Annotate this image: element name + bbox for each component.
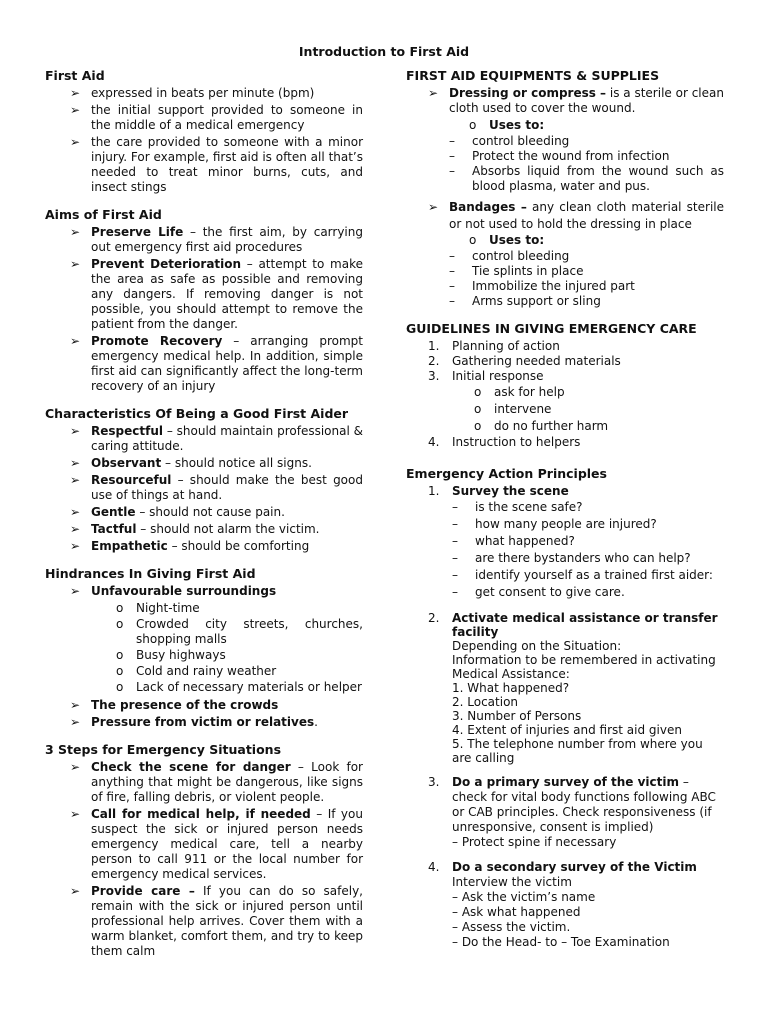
circle-bullet-icon: o [469, 233, 477, 247]
item-text: – arranging prompt emergency medical help. In addition, simple first aid can significantly affect the long-term recovery of an injury [91, 334, 363, 393]
arrow-bullet-icon: ➢ [70, 522, 81, 536]
dash-bullet-icon: – [449, 134, 455, 148]
surroundings-sublist [91, 601, 363, 695]
item-text: expressed in beats per minute (bpm) [91, 86, 315, 100]
text-line: 5. The telephone number from where you are calling [452, 737, 703, 765]
item-text: – should not cause pain. [135, 505, 285, 519]
list-item [70, 424, 363, 454]
dash-bullet-icon: – [449, 279, 455, 293]
item-text: – If you suspect the sick or injured person needs emergency medical care, tell a nearby person to call 911 or the local number for emergency medical services. [91, 807, 363, 881]
dash-bullet-icon: – [452, 568, 458, 582]
sub-text: ask for help [494, 385, 565, 399]
text-line: Interview the victim [452, 875, 572, 889]
dash-text: Immobilize the injured part [472, 279, 635, 293]
item-text: Initial response [452, 369, 544, 383]
item-term: Tactful [91, 522, 137, 536]
dash-item [449, 149, 724, 164]
item-text: Planning of action [452, 339, 560, 353]
dash-text: Arms support or sling [472, 294, 601, 308]
dash-item [449, 249, 724, 264]
steps-section [45, 742, 363, 959]
sub-item [116, 601, 363, 616]
list-item [70, 884, 363, 959]
dash-text: Absorbs liquid from the wound such as blood plasma, water and pus. [472, 164, 724, 193]
arrow-bullet-icon: ➢ [70, 86, 81, 100]
page-title: Introduction to First Aid [298, 44, 470, 59]
hindrances-heading: Hindrances In Giving First Aid [45, 566, 256, 581]
arrow-bullet-icon: ➢ [70, 807, 81, 821]
list-item [70, 473, 363, 503]
dash-item [452, 584, 724, 601]
initial-response-sublist [452, 384, 724, 434]
dash-text: control bleeding [472, 249, 570, 263]
principles-list [406, 484, 724, 950]
arrow-bullet-icon: ➢ [70, 584, 81, 598]
sub-text: Busy highways [136, 648, 226, 662]
dash-bullet-icon: – [452, 517, 458, 531]
principles-heading: Emergency Action Principles [406, 466, 607, 481]
circle-bullet-icon: o [116, 617, 124, 631]
circle-bullet-icon: o [116, 601, 124, 615]
sub-item [116, 648, 363, 663]
dash-bullet-icon: – [449, 264, 455, 278]
arrow-bullet-icon: ➢ [70, 103, 81, 117]
equipment-list [406, 86, 724, 309]
item-term: Provide care – [91, 884, 195, 898]
arrow-bullet-icon: ➢ [70, 225, 81, 239]
principle-item [428, 775, 724, 850]
arrow-bullet-icon: ➢ [70, 698, 81, 712]
list-item [70, 135, 363, 195]
item-text: – the first aim, by carrying out emergency first aid procedures [91, 225, 363, 254]
sub-item [116, 664, 363, 679]
principles-section [406, 466, 724, 950]
item-term: Bandages – [449, 200, 527, 214]
aims-heading: Aims of First Aid [45, 207, 162, 222]
arrow-bullet-icon: ➢ [428, 86, 439, 100]
text-line: – Do the Head- to – Toe Examination [452, 935, 670, 949]
item-term: Call for medical help, if needed [91, 807, 311, 821]
text-line: – Ask what happened [452, 905, 581, 919]
dash-item [449, 294, 724, 309]
item-number: 4. [428, 860, 440, 874]
arrow-bullet-icon: ➢ [70, 760, 81, 774]
arrow-bullet-icon: ➢ [70, 334, 81, 348]
item-term: Empathetic [91, 539, 168, 553]
guidelines-list [406, 339, 724, 450]
item-number: 3. [428, 775, 440, 789]
arrow-bullet-icon: ➢ [428, 200, 439, 214]
principle-title: Do a secondary survey of the Victim [452, 860, 697, 874]
principle-title: Survey the scene [452, 484, 569, 498]
item-term: Observant [91, 456, 162, 470]
sub-item [116, 680, 363, 695]
dash-text: Tie splints in place [472, 264, 584, 278]
list-item [70, 86, 363, 101]
item-term: Respectful [91, 424, 163, 438]
dash-bullet-icon: – [449, 249, 455, 263]
item-text: If you can do so safely, remain with the sick or injured person until professional help arrives. Cover them with a warm blanket, comfort them, and try to keep them calm [91, 884, 363, 958]
text-line: Information to be remembered in activating Medical Assistance: [452, 653, 716, 681]
item-term: Pressure from victim or relatives [91, 715, 315, 729]
principle-item [428, 860, 724, 950]
steps-list [45, 760, 363, 959]
principle-item [428, 484, 724, 601]
bandages-uses [449, 233, 724, 248]
first-aid-section [45, 68, 363, 195]
arrow-bullet-icon: ➢ [70, 715, 81, 729]
sub-text: Lack of necessary materials or helper [136, 680, 362, 694]
dash-text: how many people are injured? [475, 517, 657, 531]
sub-item [474, 384, 724, 400]
list-item [70, 257, 363, 332]
left-column [45, 68, 363, 971]
circle-bullet-icon: o [116, 648, 124, 662]
circle-bullet-icon: o [474, 402, 482, 416]
aims-list [45, 225, 363, 394]
dash-item [449, 134, 724, 149]
sub-text: Crowded city streets, churches, shopping malls [136, 617, 363, 646]
item-term: Unfavourable surroundings [91, 584, 277, 598]
dash-item [449, 279, 724, 294]
item-term: Dressing or compress – [449, 86, 607, 100]
circle-bullet-icon: o [116, 680, 124, 694]
text-line: – Assess the victim. [452, 920, 571, 934]
dash-item [452, 516, 724, 533]
aims-section [45, 207, 363, 394]
item-text: – attempt to make the area as safe as possible and removing any dangers. If removing danger is not possible, you should attempt to remove the patient from the danger. [91, 257, 363, 331]
item-text: – should notice all signs. [161, 456, 312, 470]
sub-text: do no further harm [494, 419, 609, 433]
arrow-bullet-icon: ➢ [70, 505, 81, 519]
sub-item [469, 233, 724, 248]
item-number: 1. [428, 339, 440, 353]
item-number: 1. [428, 484, 440, 498]
text-line: 2. Location [452, 695, 519, 709]
list-item [70, 584, 363, 695]
item-text: is a sterile or clean cloth used to cover the wound. [449, 86, 724, 115]
item-text: – should make the best good use of things at hand. [91, 473, 363, 502]
guidelines-heading: GUIDELINES IN GIVING EMERGENCY CARE [406, 321, 697, 336]
sub-item [116, 617, 363, 647]
uses-label: Uses to: [489, 233, 545, 247]
item-text: – Look for anything that might be dangerous, like signs of fire, falling debris, or violent people. [91, 760, 363, 804]
item-number: 2. [428, 354, 440, 368]
dash-bullet-icon: – [449, 164, 455, 178]
dash-bullet-icon: – [452, 534, 458, 548]
item-text: the care provided to someone with a minor injury. For example, first aid is often all that’s needed to treat minor burns, cuts, and insect stings [91, 135, 363, 194]
guidelines-section [406, 321, 724, 450]
item-term: Check the scene for danger [91, 760, 291, 774]
item-text: – check for vital body functions following ABC or CAB principles. Check responsiveness (if unresponsive, consent is implied) [452, 775, 716, 834]
dressing-uses-items [449, 134, 724, 194]
principle-item [428, 611, 724, 765]
dash-item [452, 499, 724, 516]
dash-text: what happened? [475, 534, 575, 548]
dressing-uses [449, 118, 724, 133]
list-item [70, 807, 363, 882]
arrow-bullet-icon: ➢ [70, 884, 81, 898]
list-item [70, 522, 363, 537]
list-item [70, 225, 363, 255]
uses-label: Uses to: [489, 118, 545, 132]
arrow-bullet-icon: ➢ [70, 473, 81, 487]
dash-text: are there bystanders who can help? [475, 551, 691, 565]
text-line: 1. What happened? [452, 681, 570, 695]
numbered-item [428, 435, 724, 450]
circle-bullet-icon: o [469, 118, 477, 132]
characteristics-section [45, 406, 363, 554]
item-text: Instruction to helpers [452, 435, 581, 449]
survey-scene-list [452, 499, 724, 601]
list-item [70, 539, 363, 554]
steps-heading: 3 Steps for Emergency Situations [45, 742, 282, 757]
circle-bullet-icon: o [474, 419, 482, 433]
list-item [70, 334, 363, 394]
item-term: Gentle [91, 505, 136, 519]
dash-bullet-icon: – [452, 500, 458, 514]
text-line: – Protect spine if necessary [452, 835, 617, 849]
item-number: 2. [428, 611, 440, 625]
item-term: Promote Recovery [91, 334, 223, 348]
sub-item [474, 418, 724, 434]
dash-item [449, 264, 724, 279]
item-text: – should maintain professional & caring attitude. [91, 424, 363, 453]
circle-bullet-icon: o [474, 385, 482, 399]
text-line: 4. Extent of injuries and first aid given [452, 723, 682, 737]
sub-item [474, 401, 724, 417]
list-item [70, 698, 363, 713]
arrow-bullet-icon: ➢ [70, 456, 81, 470]
list-item [70, 760, 363, 805]
numbered-item [428, 339, 724, 354]
item-term: Preserve Life [91, 225, 184, 239]
sub-text: Night-time [136, 601, 200, 615]
list-item [428, 86, 724, 194]
item-text: . [314, 715, 318, 729]
item-number: 3. [428, 369, 440, 383]
item-term: Resourceful [91, 473, 172, 487]
numbered-item [428, 369, 724, 434]
item-term: The presence of the crowds [91, 698, 279, 712]
dash-text: control bleeding [472, 134, 570, 148]
list-item [70, 715, 363, 730]
first-aid-heading: First Aid [45, 68, 105, 83]
dash-item [452, 567, 724, 584]
characteristics-list [45, 424, 363, 554]
dash-bullet-icon: – [452, 585, 458, 599]
dash-bullet-icon: – [449, 294, 455, 308]
sub-item [469, 118, 724, 133]
first-aid-list [45, 86, 363, 195]
sub-text: intervene [494, 402, 552, 416]
numbered-item [428, 354, 724, 369]
dash-item [452, 533, 724, 550]
circle-bullet-icon: o [116, 664, 124, 678]
dash-item [449, 164, 724, 194]
sub-text: Cold and rainy weather [136, 664, 277, 678]
item-text: – should not alarm the victim. [136, 522, 320, 536]
dash-text: get consent to give care. [475, 585, 625, 599]
item-term: Prevent Deterioration [91, 257, 242, 271]
item-text: – should be comforting [167, 539, 310, 553]
dash-bullet-icon: – [452, 551, 458, 565]
principle-title: Activate medical assistance or transfer facility [452, 611, 718, 639]
characteristics-heading: Characteristics Of Being a Good First Aider [45, 406, 349, 421]
equipment-heading: FIRST AID EQUIPMENTS & SUPPLIES [406, 68, 660, 83]
arrow-bullet-icon: ➢ [70, 424, 81, 438]
arrow-bullet-icon: ➢ [70, 135, 81, 149]
equipment-section [406, 68, 724, 309]
arrow-bullet-icon: ➢ [70, 539, 81, 553]
text-line: 3. Number of Persons [452, 709, 582, 723]
list-item [428, 199, 724, 309]
item-number: 4. [428, 435, 440, 449]
bandages-uses-items [449, 249, 724, 309]
item-text: the initial support provided to someone in the middle of a medical emergency [91, 103, 363, 132]
dash-text: is the scene safe? [475, 500, 583, 514]
text-line: – Ask the victim’s name [452, 890, 596, 904]
list-item [70, 103, 363, 133]
dash-bullet-icon: – [449, 149, 455, 163]
hindrances-list [45, 584, 363, 730]
dash-text: Protect the wound from infection [472, 149, 670, 163]
dash-text: identify yourself as a trained first aider: [475, 568, 713, 582]
dash-item [452, 550, 724, 567]
item-text: any clean cloth material sterile or not used to hold the dressing in place [449, 200, 724, 231]
arrow-bullet-icon: ➢ [70, 257, 81, 271]
principle-title: Do a primary survey of the victim [452, 775, 680, 789]
right-column [406, 68, 724, 962]
item-text: Gathering needed materials [452, 354, 621, 368]
text-line: Depending on the Situation: [452, 639, 622, 653]
list-item [70, 456, 363, 471]
list-item [70, 505, 363, 520]
hindrances-section [45, 566, 363, 730]
